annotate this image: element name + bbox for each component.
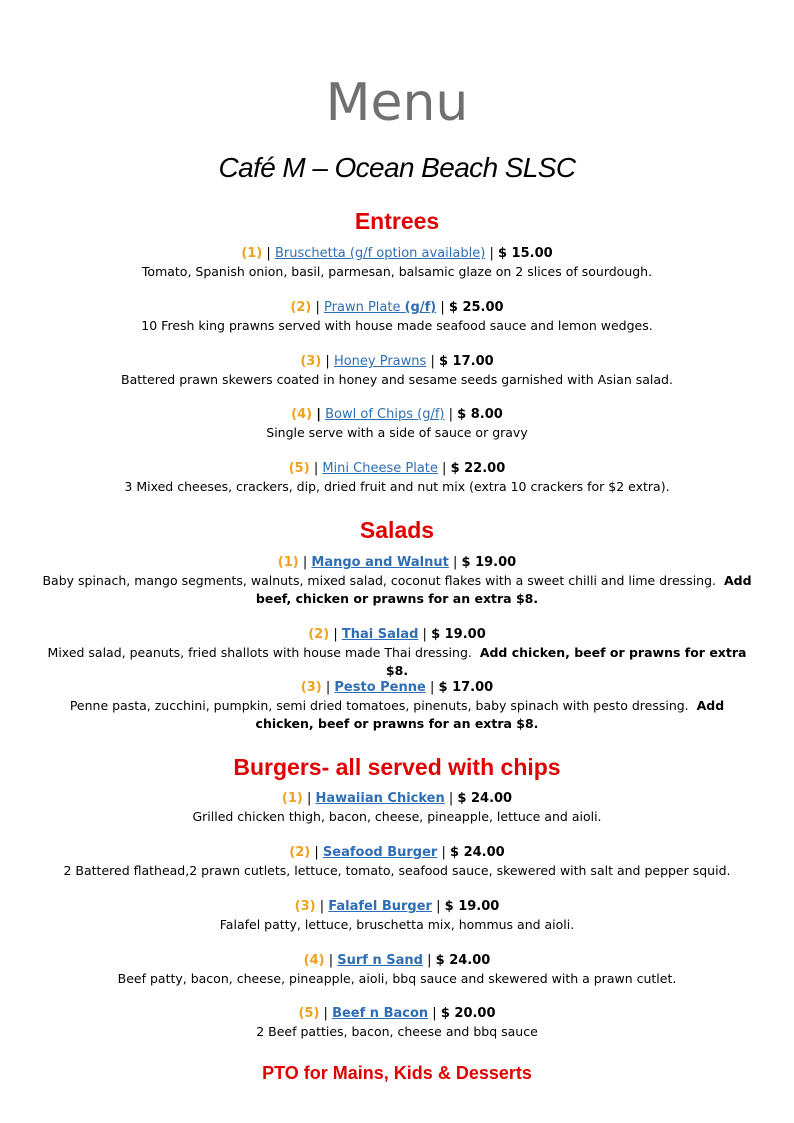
menu-item-thai-salad: (2) | Thai Salad | $ 19.00 Mixed salad, peanuts, fried shallots with house made Thai dressing. Add chicken, beef or prawns for extra $8. [40,626,754,680]
item-price: $ 19.00 [431,627,486,642]
item-price: $ 19.00 [461,555,517,570]
item-description: 2 Battered flathead,2 prawn cutlets, lettuce, tomato, seafood sauce, skewered with salt and pepper squid. [63,863,731,878]
item-number: (5) [288,461,310,476]
item-price: $ 17.00 [438,354,494,369]
pto-note: PTO for Mains, Kids & Desserts [262,1063,532,1083]
menu-item-beef-n-bacon: (5) | Beef n Bacon | $ 20.00 2 Beef patties, bacon, cheese and bbq sauce [40,1005,754,1041]
item-price: $ 20.00 [440,1006,496,1021]
item-link-bruschetta[interactable]: Bruschetta (g/f option available) [274,246,486,261]
item-description-text: Baby spinach, mango segments, walnuts, mixed salad, coconut flakes with a sweet chilli and lime dressing. [42,573,716,588]
item-tag: (g/f) [404,300,437,315]
item-number: (1) [241,246,263,261]
section-heading-burgers: Burgers- all served with chips [233,754,561,780]
item-link-prawn-plate[interactable] [324,300,436,315]
item-number: (4) [303,953,325,968]
menu-item-mini-cheese-plate: (5) | Mini Cheese Plate | $ 22.00 3 Mixed cheeses, crackers, dip, dried fruit and nut mix (extra 10 crackers for $2 extra). [40,460,754,496]
item-price: $ 19.00 [444,899,500,914]
item-price: $ 25.00 [448,300,504,315]
item-price: $ 17.00 [438,680,494,695]
item-link-mango-and-walnut[interactable]: Mango and Walnut [311,555,449,570]
menu-item-bruschetta: (1) | Bruschetta (g/f option available) | $ 15.00 Tomato, Spanish onion, basil, parmesan, balsamic glaze on 2 slices of sourdough. [40,245,754,281]
menu-item-mango-and-walnut: (1) | Mango and Walnut | $ 19.00 Baby spinach, mango segments, walnuts, mixed salad, coconut flakes with a sweet chilli and lime dressing. Add beef, chicken or prawns for an extra $8. [40,554,754,608]
item-number: (3) [300,680,322,695]
item-description: Single serve with a side of sauce or gravy [266,425,528,440]
item-link-honey-prawns[interactable]: Honey Prawns [333,354,427,369]
item-number: (2) [290,300,312,315]
menu-item-surf-n-sand: (4) | Surf n Sand | $ 24.00 Beef patty, bacon, cheese, pineapple, aioli, bbq sauce and skewered with a prawn cutlet. [40,952,754,988]
section-heading-entrees: Entrees [354,208,440,234]
item-extra: Add chicken, beef or prawns for extra $8. [385,645,747,678]
item-description-text: Penne pasta, zucchini, pumpkin, semi dried tomatoes, pinenuts, baby spinach with pesto dressing. [69,698,689,713]
menu-item-prawn-plate: (2) | Prawn Plate (g/f) | $ 25.00 10 Fresh king prawns served with house made seafood sauce and lemon wedges. [40,299,754,335]
item-price: $ 15.00 [497,246,553,261]
item-link-pesto-penne[interactable]: Pesto Penne [334,680,426,695]
page-title: Menu [325,73,469,133]
menu-item-falafel-burger: (3) | Falafel Burger | $ 19.00 Falafel patty, lettuce, bruschetta mix, hommus and aioli. [40,898,754,934]
item-link-bowl-of-chips[interactable]: Bowl of Chips (g/f) [325,407,445,422]
item-price: $ 24.00 [450,845,505,860]
item-description [40,644,754,680]
cafe-name: Café M – Ocean Beach SLSC [218,152,576,183]
item-link-falafel-burger[interactable]: Falafel Burger [328,899,432,914]
item-number: (3) [300,354,322,369]
item-description-text: Mixed salad, peanuts, fried shallots with house made Thai dressing. [47,645,472,660]
item-link-surf-n-sand[interactable]: Surf n Sand [337,953,423,968]
item-number: (1) [277,555,299,570]
item-description [40,697,754,733]
item-description: Falafel patty, lettuce, bruschetta mix, hommus and aioli. [219,917,575,932]
menu-item-bowl-of-chips: (4) | Bowl of Chips (g/f) | $ 8.00 Single serve with a side of sauce or gravy [40,406,754,442]
menu-item-honey-prawns: (3) | Honey Prawns | $ 17.00 Battered prawn skewers coated in honey and sesame seeds garnished with Asian salad. [40,353,754,389]
item-number: (5) [298,1006,320,1021]
item-number: (2) [308,627,330,642]
item-price: $ 8.00 [457,407,503,422]
item-number: (1) [281,791,303,806]
item-link-seafood-burger[interactable]: Seafood Burger [322,845,438,860]
item-description: 10 Fresh king prawns served with house made seafood sauce and lemon wedges. [141,318,653,333]
menu-item-pesto-penne: (3) | Pesto Penne | $ 17.00 Penne pasta, zucchini, pumpkin, semi dried tomatoes, pinenuts, baby spinach with pesto dressing. Add chicken, beef or prawns for an extra $8. [40,679,754,733]
item-description: Battered prawn skewers coated in honey and sesame seeds garnished with Asian salad. [121,372,673,387]
item-price: $ 24.00 [457,791,513,806]
item-number: (4) [291,407,313,422]
item-price: $ 24.00 [435,953,491,968]
item-link-hawaiian-chicken[interactable]: Hawaiian Chicken [315,791,445,806]
item-description: Grilled chicken thigh, bacon, cheese, pineapple, lettuce and aioli. [192,809,602,824]
section-heading-salads: Salads [359,517,435,543]
item-number: (2) [289,845,311,860]
item-description: 3 Mixed cheeses, crackers, dip, dried fruit and nut mix (extra 10 crackers for $2 extra). [124,479,670,494]
item-number: (3) [294,899,316,914]
item-description: Beef patty, bacon, cheese, pineapple, aioli, bbq sauce and skewered with a prawn cutlet. [117,971,677,986]
item-extra: Add beef, chicken or prawns for an extra $8. [255,573,752,606]
item-price: $ 22.00 [450,461,506,476]
item-name: Prawn Plate [324,300,401,315]
item-extra: Add chicken, beef or prawns for an extra $8. [255,698,725,731]
menu-item-seafood-burger: (2) | Seafood Burger | $ 24.00 2 Battered flathead,2 prawn cutlets, lettuce, tomato, seafood sauce, skewered with salt and pepper squid. [40,844,754,880]
item-description: 2 Beef patties, bacon, cheese and bbq sauce [256,1024,538,1039]
item-link-thai-salad[interactable]: Thai Salad [341,627,419,642]
menu-item-hawaiian-chicken: (1) | Hawaiian Chicken | $ 24.00 Grilled chicken thigh, bacon, cheese, pineapple, lettuce and aioli. [40,790,754,826]
item-description: Tomato, Spanish onion, basil, parmesan, balsamic glaze on 2 slices of sourdough. [141,264,653,279]
item-link-beef-n-bacon[interactable]: Beef n Bacon [332,1006,429,1021]
item-description [40,572,754,608]
item-link-mini-cheese-plate[interactable]: Mini Cheese Plate [322,461,438,476]
